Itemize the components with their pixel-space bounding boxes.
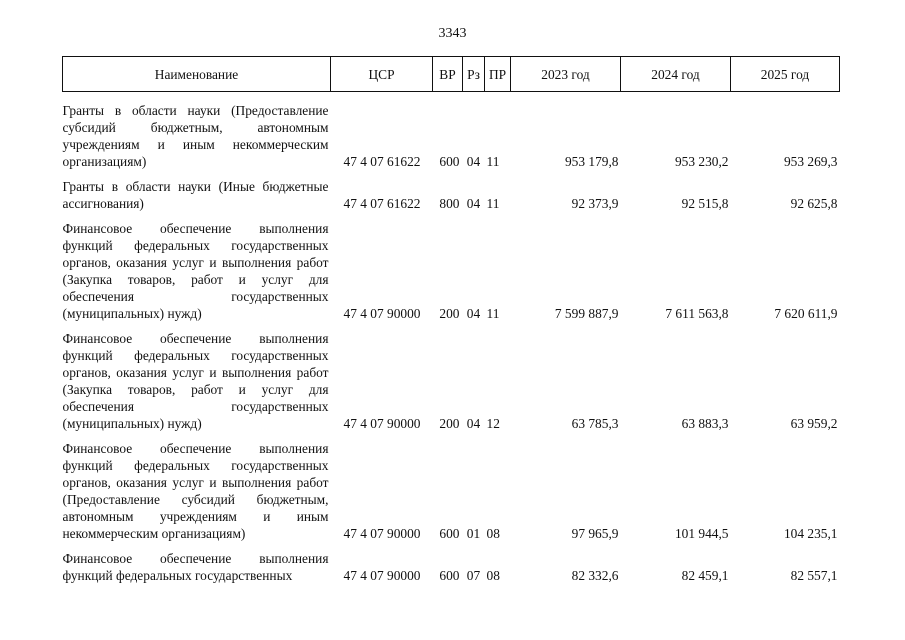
row-2025: 953 269,3 <box>783 154 838 169</box>
header-2023: 2023 год <box>511 57 621 92</box>
budget-table <box>62 56 840 584</box>
table-row <box>63 330 840 432</box>
row-pr: 11 <box>486 306 500 321</box>
row-name: Финансовое обеспечение выполнения функций федеральных государственных органов, оказания услуг и выполнения работ (Закупка товаров, работ и услуг для обеспечения государственных (муниципальных) нужд) <box>62 221 329 321</box>
row-2025: 63 959,2 <box>790 416 838 431</box>
header-pr: ПР <box>485 57 511 92</box>
table-spacer <box>63 92 840 103</box>
row-pr: 11 <box>486 196 500 211</box>
page-number: 3343 <box>438 26 467 41</box>
row-2024: 92 515,8 <box>681 196 729 211</box>
row-2024: 63 883,3 <box>681 416 729 431</box>
header-vr: ВР <box>433 57 463 92</box>
row-rz: 01 <box>466 526 481 541</box>
row-2023: 953 179,8 <box>564 154 619 169</box>
row-2025: 104 235,1 <box>783 526 838 541</box>
table-row <box>63 440 840 542</box>
table-row <box>63 178 840 212</box>
row-2025: 7 620 611,9 <box>774 306 838 321</box>
header-row <box>63 57 840 92</box>
row-2023: 97 965,9 <box>571 526 619 541</box>
table-row <box>63 550 840 584</box>
row-name: Финансовое обеспечение выполнения функций федеральных государственных органов, оказания услуг и выполнения работ (Закупка товаров, работ и услуг для обеспечения государственных (муниципальных) нужд) <box>62 331 329 431</box>
row-rz: 04 <box>466 154 481 169</box>
row-2023: 7 599 887,9 <box>554 306 619 321</box>
row-csr: 47 4 07 90000 <box>343 568 421 583</box>
row-2023: 63 785,3 <box>571 416 619 431</box>
row-vr: 200 <box>439 306 460 321</box>
header-rz: Рз <box>463 57 485 92</box>
row-csr: 47 4 07 90000 <box>343 306 421 321</box>
row-vr: 200 <box>439 416 460 431</box>
header-2024: 2024 год <box>621 57 731 92</box>
row-vr: 800 <box>439 196 460 211</box>
row-rz: 07 <box>466 568 481 583</box>
row-name: Гранты в области науки (Иные бюджетные ассигнования) <box>62 179 329 211</box>
row-name: Гранты в области науки (Предоставление субсидий бюджетным, автономным учреждениям и иным некоммерческим организациям) <box>62 103 329 169</box>
row-gap <box>63 322 840 330</box>
row-name: Финансовое обеспечение выполнения функций федеральных государственных органов, оказания услуг и выполнения работ (Предоставление субсидий бюджетным, автономным учреждениям и иным некоммерческим организациям) <box>62 441 329 541</box>
row-pr: 08 <box>486 568 500 583</box>
row-vr: 600 <box>439 154 460 169</box>
row-rz: 04 <box>466 416 481 431</box>
header-csr: ЦСР <box>331 57 433 92</box>
row-2023: 82 332,6 <box>571 568 619 583</box>
row-gap <box>63 542 840 550</box>
header-name: Наименование <box>63 57 331 92</box>
row-pr: 08 <box>486 526 500 541</box>
row-pr: 11 <box>486 154 500 169</box>
row-rz: 04 <box>466 306 481 321</box>
row-gap <box>63 212 840 220</box>
row-2023: 92 373,9 <box>571 196 619 211</box>
table-row <box>63 102 840 170</box>
row-2025: 92 625,8 <box>790 196 838 211</box>
row-name: Финансовое обеспечение выполнения функций федеральных государственных <box>62 551 329 583</box>
table-body <box>63 92 840 585</box>
row-csr: 47 4 07 61622 <box>343 154 421 169</box>
row-vr: 600 <box>439 526 460 541</box>
row-csr: 47 4 07 61622 <box>343 196 421 211</box>
row-csr: 47 4 07 90000 <box>343 416 421 431</box>
row-2025: 82 557,1 <box>790 568 838 583</box>
row-csr: 47 4 07 90000 <box>343 526 421 541</box>
row-2024: 101 944,5 <box>674 526 729 541</box>
row-2024: 7 611 563,8 <box>665 306 729 321</box>
row-rz: 04 <box>466 196 481 211</box>
table-header <box>63 57 840 92</box>
row-2024: 953 230,2 <box>674 154 729 169</box>
header-2025: 2025 год <box>731 57 840 92</box>
row-2024: 82 459,1 <box>681 568 729 583</box>
row-gap <box>63 432 840 440</box>
row-pr: 12 <box>486 416 500 431</box>
row-gap <box>63 170 840 178</box>
row-vr: 600 <box>439 568 460 583</box>
table-row <box>63 220 840 322</box>
